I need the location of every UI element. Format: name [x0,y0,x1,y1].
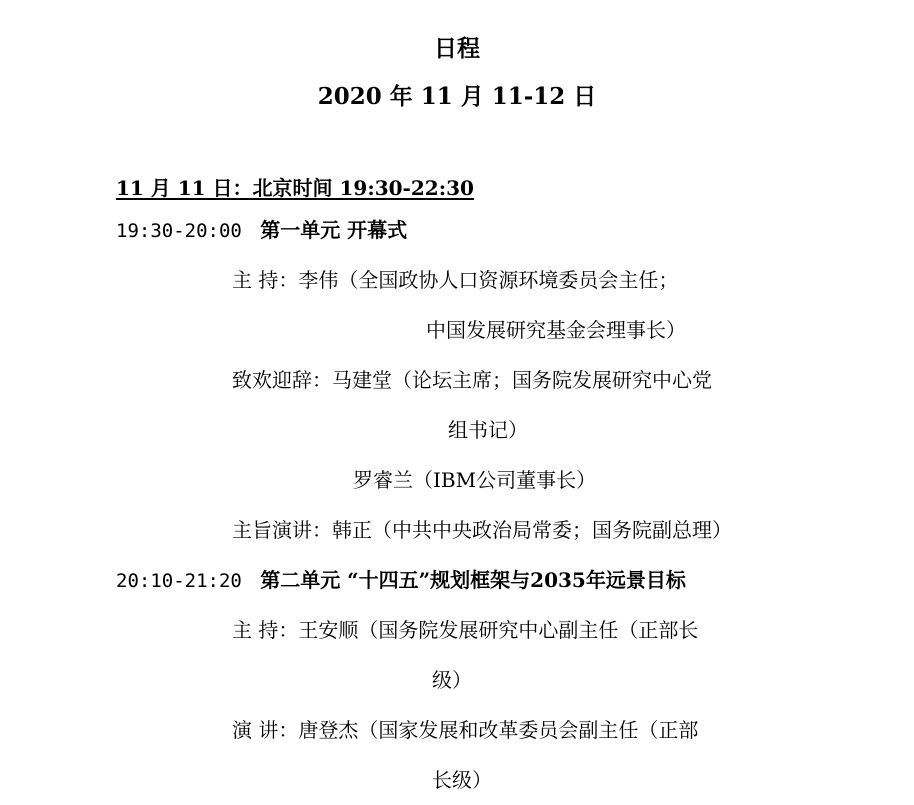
host-label: 主 持： [232,268,299,292]
page-title: 日程 [434,35,480,62]
speech-value: 唐登杰（国家发展和改革委员会副主任（正部 [298,718,699,742]
welcome-value: 马建堂（论坛主席；国务院发展研究中心党 [332,368,712,392]
session-2-header [116,567,686,594]
session-1-welcome-continued: 组书记） [448,418,528,442]
session-2-speech-continued: 长级） [432,768,492,792]
day-heading: 11 月 11 日：北京时间 19:30-22:30 [116,176,474,200]
session-2-host [232,617,698,643]
session-2-time: 20:10-21:20 [116,570,242,592]
speech-label: 演 讲： [232,718,299,742]
session-1-header [116,217,407,244]
keynote-value: 韩正（中共中央政治局常委；国务院副总理） [332,518,732,542]
session-1-time: 19:30-20:00 [116,220,242,242]
keynote-label: 主旨演讲： [232,518,332,542]
session-2-title: 第二单元 “十四五”规划框架与2035年远景目标 [260,568,686,592]
session-1-host [232,267,678,293]
session-2-host-continued: 级） [432,668,472,692]
session-1-keynote [232,517,732,543]
session-1-title: 第一单元 开幕式 [260,218,408,242]
session-1-host-continued: 中国发展研究基金会理事长） [426,318,686,342]
session-1-welcome-second: 罗睿兰（IBM公司董事长） [353,468,597,492]
date-range: 2020 年 11 月 11-12 日 [317,83,597,110]
welcome-label: 致欢迎辞： [232,368,332,392]
session-1-welcome [232,367,712,393]
host-label: 主 持： [232,618,299,642]
host-value: 李伟（全国政协人口资源环境委员会主任； [298,268,679,292]
host-value: 王安顺（国务院发展研究中心副主任（正部长 [298,618,699,642]
session-2-speech [232,717,698,743]
